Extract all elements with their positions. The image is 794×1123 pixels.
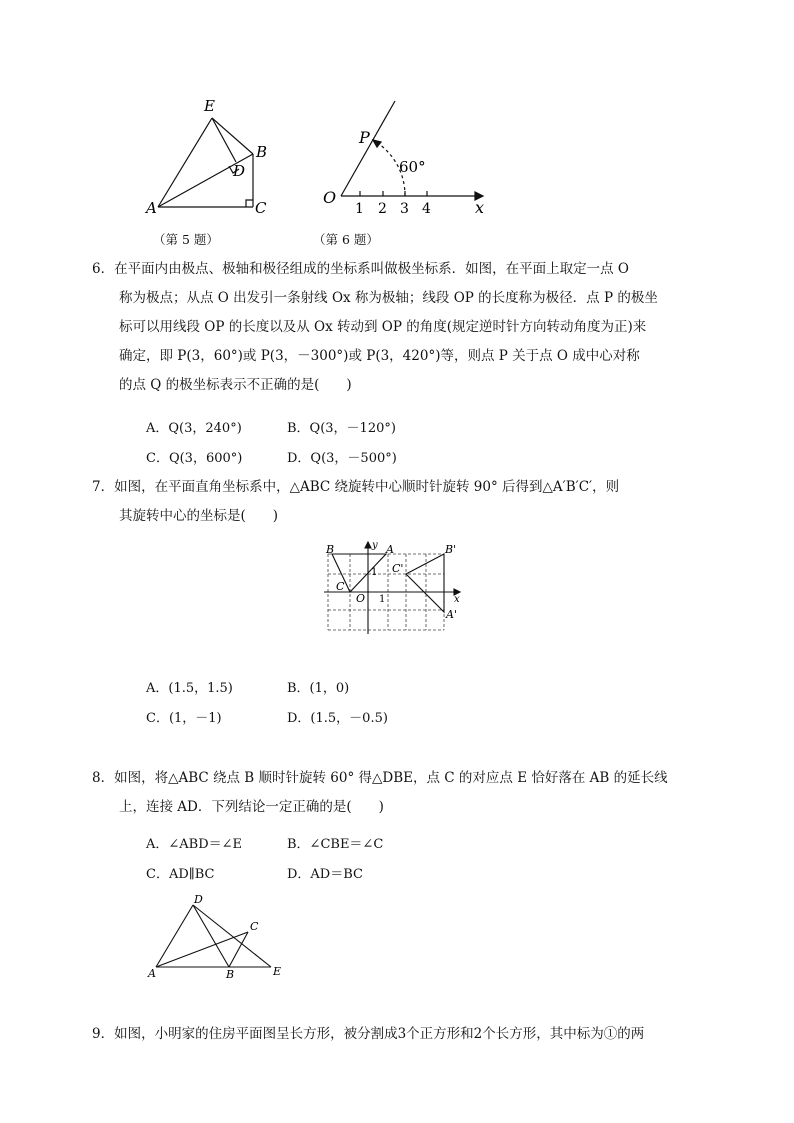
label-e: E bbox=[204, 97, 215, 115]
label-d: D bbox=[233, 162, 246, 180]
label-x: x bbox=[475, 198, 485, 217]
option-d[interactable]: D．(1.5，－0.5) bbox=[287, 711, 388, 726]
question-text-line: 在平面内由极点、极轴和极径组成的坐标系叫做极坐标系．如图，在平面上取定一点 O bbox=[114, 261, 629, 277]
label-c: C bbox=[255, 199, 267, 217]
question-8 bbox=[92, 764, 694, 822]
label-one-y: 1 bbox=[371, 567, 378, 578]
question-text-line: 如图，将△ABC 绕点 B 顺时针旋转 60° 得△DBE，点 C 的对应点 E 恰好落在 AB 的延长线 bbox=[114, 770, 668, 786]
caption-q6: （第 6 题） bbox=[313, 232, 379, 247]
right-angle-mark-c bbox=[246, 200, 253, 207]
option-b[interactable]: B．Q(3，－120°) bbox=[287, 421, 396, 436]
label-b: B bbox=[226, 968, 235, 980]
label-a: A bbox=[386, 543, 394, 556]
segment-db bbox=[193, 905, 229, 967]
label-d: D bbox=[194, 893, 203, 906]
question-text-line: 如图，小明家的住房平面图呈长方形，被分割成3个正方形和2个长方形，其中标为①的两 bbox=[114, 1026, 645, 1042]
tick-label-1: 1 bbox=[355, 201, 364, 217]
tick-label-2: 2 bbox=[378, 201, 387, 217]
question-number: 7． bbox=[92, 479, 115, 495]
segment-de bbox=[193, 905, 271, 967]
label-p: P bbox=[359, 128, 370, 147]
question-number: 6． bbox=[92, 261, 115, 277]
label-c-prime: C' bbox=[392, 562, 404, 575]
option-b[interactable]: B．∠CBE＝∠C bbox=[287, 837, 384, 852]
label-a: A bbox=[146, 199, 157, 217]
label-o: O bbox=[356, 592, 366, 605]
segment-eb bbox=[212, 118, 253, 154]
question-text-line: 的点 Q 的极坐标表示不正确的是( ) bbox=[119, 377, 352, 393]
segment-ed bbox=[212, 118, 236, 162]
question-text-line: 上，连接 AD．下列结论一定正确的是( ) bbox=[119, 799, 384, 815]
ray-op bbox=[341, 101, 395, 196]
option-d[interactable]: D．AD＝BC bbox=[287, 867, 363, 882]
tick-label-4: 4 bbox=[422, 201, 431, 217]
option-c[interactable]: C．AD∥BC bbox=[146, 867, 215, 882]
option-a[interactable]: A．Q(3，240°) bbox=[146, 421, 242, 436]
question-6 bbox=[92, 255, 694, 400]
label-angle: 60° bbox=[399, 158, 426, 176]
option-d[interactable]: D．Q(3，－500°) bbox=[287, 451, 397, 466]
figure-q7-grid bbox=[320, 540, 470, 638]
figure-q6-polar bbox=[315, 96, 495, 221]
segment-bc bbox=[229, 932, 248, 967]
option-a[interactable]: A．∠ABD＝∠E bbox=[146, 837, 243, 852]
caption-q5: （第 5 题） bbox=[153, 232, 219, 247]
y-axis-arrow bbox=[365, 542, 371, 548]
option-c[interactable]: C．Q(3，600°) bbox=[146, 451, 243, 466]
question-text-line: 称为极点；从点 O 出发引一条射线 Ox 称为极轴；线段 OP 的长度称为极径．点 P 的极坐 bbox=[119, 290, 658, 306]
option-a[interactable]: A．(1.5，1.5) bbox=[146, 681, 233, 696]
label-e: E bbox=[273, 965, 282, 978]
question-9 bbox=[92, 1020, 694, 1049]
rotation-arrowhead bbox=[373, 140, 381, 147]
label-o: O bbox=[323, 188, 337, 207]
question-text-line: 标可以用线段 OP 的长度以及从 Ox 转动到 OP 的角度(规定逆时针方向转动角度为正)来 bbox=[119, 319, 647, 335]
option-c[interactable]: C．(1，－1) bbox=[146, 711, 222, 726]
label-b: B bbox=[326, 543, 335, 556]
label-a-prime: A' bbox=[446, 608, 457, 621]
option-b[interactable]: B．(1，0) bbox=[287, 681, 350, 696]
segment-ad bbox=[156, 905, 193, 967]
label-b-prime: B' bbox=[445, 543, 457, 556]
triangle-abc-prime bbox=[406, 554, 444, 612]
figure-q8-rotation bbox=[140, 888, 300, 980]
label-y-axis: y bbox=[372, 540, 378, 551]
question-text-line: 确定，即 P(3，60°)或 P(3，－300°)或 P(3，420°)等，则点 P 关于点 O 成中心对称 bbox=[119, 348, 640, 364]
question-number: 8． bbox=[92, 770, 115, 786]
label-c: C bbox=[250, 920, 259, 933]
label-one-x: 1 bbox=[379, 594, 386, 605]
question-text-line: 如图，在平面直角坐标系中，△ABC 绕旋转中心顺时针旋转 90° 后得到△A′B′C′，则 bbox=[114, 479, 620, 495]
figure-q5-triangle bbox=[140, 96, 280, 221]
label-x-axis: x bbox=[454, 594, 460, 605]
segment-ac bbox=[156, 932, 248, 967]
label-a: A bbox=[148, 967, 156, 980]
question-number: 9． bbox=[92, 1026, 115, 1042]
question-text-line: 其旋转中心的坐标是( ) bbox=[119, 508, 279, 524]
label-c: C bbox=[336, 580, 345, 593]
question-7 bbox=[92, 473, 694, 531]
segment-ae bbox=[158, 118, 212, 207]
label-b: B bbox=[256, 143, 268, 161]
tick-label-3: 3 bbox=[400, 201, 409, 217]
